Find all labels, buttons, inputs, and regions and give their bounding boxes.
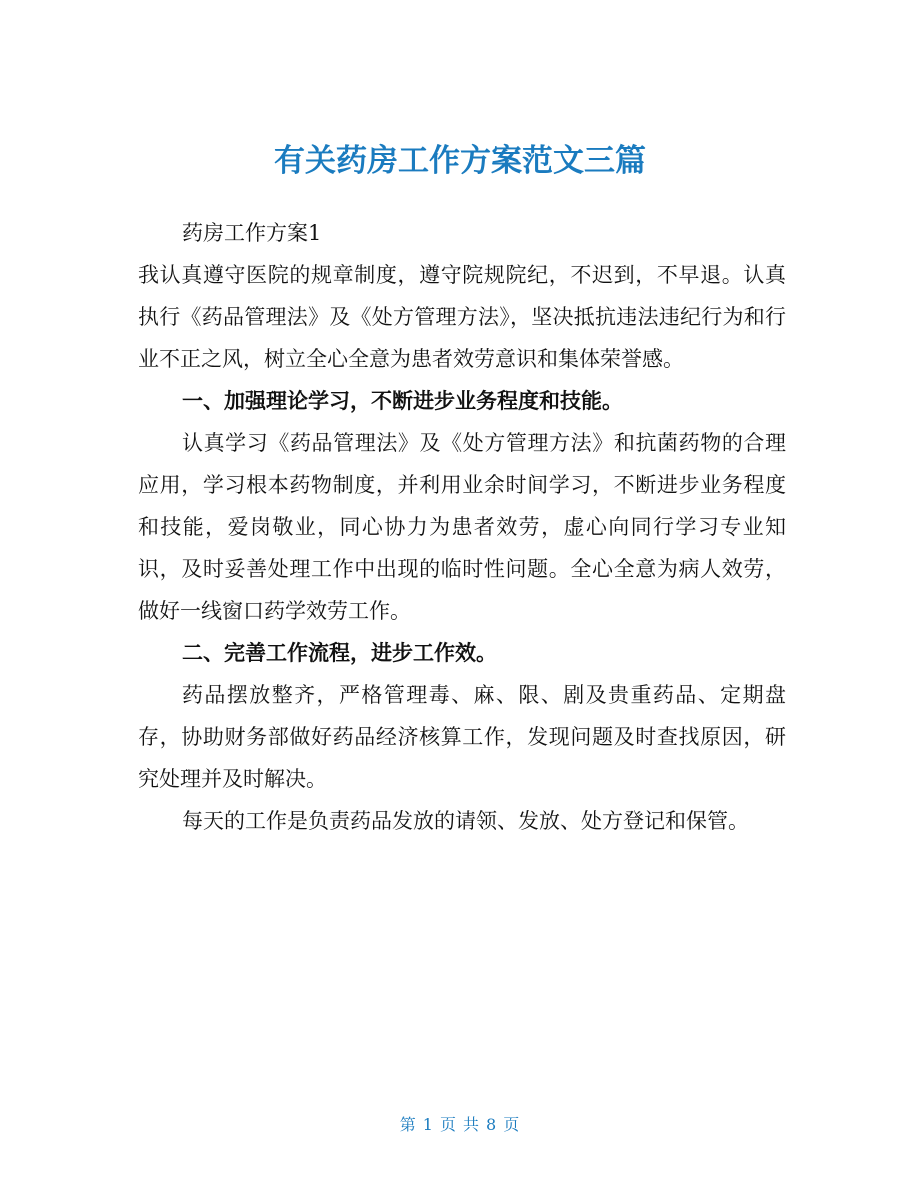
footer-suffix: 页 [503, 1115, 521, 1134]
section-heading-1: 一、加强理论学习，不断进步业务程度和技能。 [182, 389, 623, 413]
document-title: 有关药房工作方案范文三篇 [274, 142, 646, 179]
section-heading-2: 二、完善工作流程，进步工作效。 [182, 641, 497, 665]
page-footer [0, 1114, 920, 1136]
paragraph-3: 每天的工作是负责药品发放的请领、发放、处方登记和保管。 [182, 809, 749, 833]
footer-total-pages: 8 [486, 1115, 498, 1134]
paragraph-2: 药品摆放整齐，严格管理毒、麻、限、剧及贵重药品、定期盘存，协助财务部做好药品经济核算工作，发现问题及时查找原因，研究处理并及时解决。 [138, 683, 786, 791]
footer-prefix: 第 [399, 1115, 417, 1134]
paragraph-1: 认真学习《药品管理法》及《处方管理方法》和抗菌药物的合理应用，学习根本药物制度，并利用业余时间学习，不断进步业务程度和技能，爱岗敬业，同心协力为患者效劳，虚心向同行学习专业知识，及时妥善处理工作中出现的临时性问题。全心全意为病人效劳，做好一线窗口药学效劳工作。 [138, 431, 786, 623]
footer-mid: 页 共 [439, 1115, 481, 1134]
intro-paragraph: 我认真遵守医院的规章制度，遵守院规院纪，不迟到，不早退。认真执行《药品管理法》及《处方管理方法》，坚决抵抗违法违纪行为和行业不正之风，树立全心全意为患者效劳意识和集体荣誉感。 [138, 263, 786, 371]
document-body [138, 212, 786, 842]
footer-current-page: 1 [422, 1115, 434, 1134]
section-label: 药房工作方案1 [182, 221, 322, 245]
